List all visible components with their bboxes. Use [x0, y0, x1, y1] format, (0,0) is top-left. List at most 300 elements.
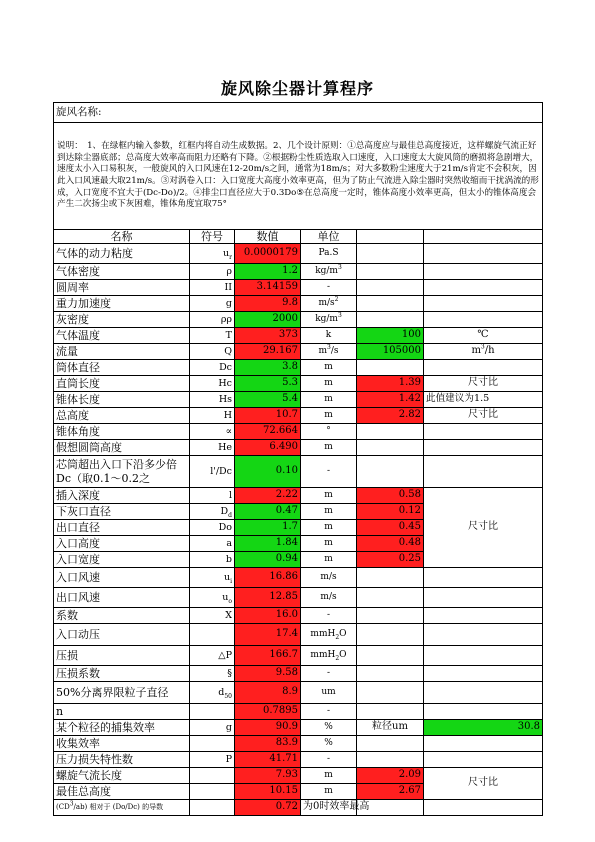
extra-value-text: 0.12	[398, 505, 421, 517]
extra-value-text: 105000	[382, 345, 421, 357]
unit-tail: O	[339, 649, 347, 660]
param-symbol	[190, 488, 235, 504]
param-unit	[301, 392, 357, 408]
param-value-text: 7.93	[275, 769, 298, 781]
param-value-text: 2000	[272, 313, 298, 325]
param-name-text: 入口动压	[56, 627, 100, 641]
param-unit-text: m	[324, 769, 333, 780]
param-value-text: 5.3	[282, 377, 298, 389]
param-name	[54, 552, 190, 568]
param-name-text: 芯筒超出入口下沿多少倍Dc（取0.1～0.2之	[56, 458, 177, 485]
param-value-text: 1.84	[275, 537, 298, 549]
param-unit-text: 为0时效率最高	[303, 801, 370, 813]
table-row	[54, 244, 543, 264]
extra-value-text: 2.67	[398, 785, 421, 797]
header-name: 名称	[54, 230, 190, 244]
param-symbol-text: §	[227, 667, 232, 679]
extra-label-text: ℃	[477, 329, 489, 341]
param-value	[235, 424, 301, 440]
extra-value	[357, 736, 424, 752]
extra-label	[424, 666, 543, 682]
param-name-text: 流量	[56, 344, 78, 358]
extra-label	[424, 280, 543, 296]
extra-label	[424, 568, 543, 588]
param-unit	[301, 264, 357, 280]
param-value	[235, 682, 301, 704]
param-symbol	[190, 392, 235, 408]
param-value-text: 2.22	[275, 489, 298, 501]
param-symbol	[190, 568, 235, 588]
param-symbol-text: △P	[218, 649, 232, 661]
param-symbol	[190, 752, 235, 768]
unit-tail: /ab) 相对于 (Do/Dc) 的导数	[73, 802, 164, 811]
param-name	[54, 682, 190, 704]
param-unit	[301, 682, 357, 704]
param-name-text: 插入深度	[56, 488, 100, 502]
param-unit	[301, 440, 357, 456]
param-symbol-text: D	[220, 505, 229, 517]
param-name-text: (CD	[56, 802, 70, 811]
param-unit	[301, 568, 357, 588]
calculation-sheet	[53, 102, 543, 816]
extra-label	[424, 312, 543, 328]
extra-value	[357, 376, 424, 392]
param-value	[235, 488, 301, 504]
param-value-text: 41.71	[269, 753, 298, 765]
extra-label	[424, 244, 543, 264]
extra-value	[357, 784, 424, 800]
extra-value	[357, 608, 424, 624]
param-name-text: 系数	[56, 608, 78, 622]
page-title: 旋风除尘器计算程序	[220, 79, 374, 98]
exponent: o	[228, 597, 232, 605]
param-symbol	[190, 408, 235, 424]
param-value-text: 90.9	[275, 721, 298, 733]
param-symbol	[190, 666, 235, 682]
extra-value-text: 1.39	[398, 377, 421, 389]
table-row	[54, 666, 543, 682]
param-name	[54, 588, 190, 608]
extra-label	[424, 424, 543, 440]
extra-value	[357, 504, 424, 520]
extra-label-text: 尺寸比	[468, 377, 498, 389]
param-unit	[301, 704, 357, 720]
param-unit-text: m	[324, 441, 333, 452]
param-value-text: 29.167	[263, 345, 298, 357]
extra-label	[424, 264, 543, 280]
param-symbol	[190, 280, 235, 296]
param-value	[235, 666, 301, 682]
param-unit	[301, 768, 357, 784]
param-unit	[301, 296, 357, 312]
extra-label-text: m	[471, 345, 481, 357]
param-name-text: 入口风速	[56, 570, 100, 584]
param-value[interactable]	[235, 520, 301, 536]
param-symbol	[190, 264, 235, 280]
param-unit-text: mmH	[310, 628, 336, 639]
param-value-text: 0.7895	[263, 705, 298, 717]
param-unit	[301, 666, 357, 682]
param-name-text: 锥体长度	[56, 392, 100, 406]
param-name	[54, 520, 190, 536]
extra-value	[357, 244, 424, 264]
param-symbol	[190, 504, 235, 520]
param-name-text: 压损	[56, 648, 78, 662]
param-name	[54, 720, 190, 736]
extra-value	[357, 280, 424, 296]
param-unit-text: m/s	[320, 591, 337, 602]
header-value: 数值	[235, 230, 301, 244]
exponent: 2	[335, 633, 340, 641]
param-unit-text: m	[324, 377, 333, 388]
param-unit-text: -	[326, 705, 331, 716]
extra-value	[357, 552, 424, 568]
extra-value	[357, 392, 424, 408]
param-name	[54, 296, 190, 312]
param-symbol-text: H	[223, 409, 232, 421]
table-row	[54, 588, 543, 608]
extra-value	[357, 424, 424, 440]
param-unit-text: m	[324, 785, 333, 796]
param-symbol-text: Dc	[219, 361, 232, 373]
param-name-text: 筒体直径	[56, 360, 100, 374]
param-symbol-text: II	[224, 281, 232, 293]
extra-value-text: 1.42	[398, 393, 421, 405]
param-name-text: 压损系数	[56, 666, 100, 680]
param-symbol	[190, 376, 235, 392]
ratio-label-group-b	[424, 768, 543, 800]
param-name-text: 出口直径	[56, 520, 100, 534]
extra-value	[357, 704, 424, 720]
param-unit-text: m	[324, 361, 333, 372]
param-unit-text: m	[324, 393, 333, 404]
extra-value	[357, 682, 424, 704]
param-value	[235, 408, 301, 424]
param-unit-text: m	[324, 537, 333, 548]
param-name-text: 压力损失特性数	[56, 752, 133, 766]
param-unit	[301, 588, 357, 608]
table-row	[54, 408, 543, 424]
param-name	[54, 408, 190, 424]
param-unit	[301, 720, 357, 736]
extra-label	[424, 392, 543, 408]
param-name	[54, 784, 190, 800]
param-unit-text: °	[326, 425, 331, 436]
param-value	[235, 704, 301, 720]
param-value-text: 9.58	[275, 667, 298, 679]
param-name	[54, 800, 190, 816]
param-value	[235, 646, 301, 666]
param-unit-text: -	[326, 753, 331, 764]
table-row	[54, 720, 543, 736]
param-symbol	[190, 440, 235, 456]
unit-tail: /s	[330, 345, 339, 356]
param-unit	[301, 456, 357, 488]
table-row	[54, 568, 543, 588]
param-value-text: 166.7	[269, 649, 298, 661]
param-name	[54, 666, 190, 682]
table-row	[54, 280, 543, 296]
param-unit-text: um	[321, 686, 336, 697]
param-value[interactable]	[235, 312, 301, 328]
exponent: 3	[337, 311, 342, 319]
param-value[interactable]	[235, 392, 301, 408]
param-value-text: 12.85	[269, 591, 298, 603]
exponent: 3	[480, 343, 485, 351]
table-row	[54, 376, 543, 392]
param-symbol	[190, 520, 235, 536]
param-value[interactable]	[235, 552, 301, 568]
header-extra-1	[357, 230, 424, 244]
table-row	[54, 682, 543, 704]
extra-value	[357, 264, 424, 280]
param-unit-text: %	[324, 737, 333, 748]
param-name	[54, 736, 190, 752]
table-row	[54, 646, 543, 666]
param-name	[54, 488, 190, 504]
param-symbol-text: u	[223, 247, 230, 259]
param-name-text: 某个粒径的捕集效率	[56, 720, 155, 734]
param-name	[54, 646, 190, 666]
param-name-text: 气体温度	[56, 328, 100, 342]
param-name	[54, 360, 190, 376]
param-symbol-text: Hc	[218, 377, 232, 389]
table-row	[54, 296, 543, 312]
param-value-text: 6.490	[269, 441, 298, 453]
extra-value[interactable]	[357, 328, 424, 344]
extra-label	[424, 360, 543, 376]
table-row	[54, 440, 543, 456]
exponent: 3	[337, 263, 342, 271]
param-name	[54, 456, 190, 488]
param-unit-text: -	[326, 609, 331, 620]
table-row	[54, 736, 543, 752]
ratio-label-group-b-text: 尺寸比	[468, 777, 498, 789]
param-unit	[301, 736, 357, 752]
extra-label	[424, 752, 543, 768]
param-symbol	[190, 456, 235, 488]
ratio-label-group-a-text: 尺寸比	[468, 521, 498, 533]
extra-value	[357, 312, 424, 328]
param-value-text: 9.8	[282, 297, 298, 309]
param-name	[54, 608, 190, 624]
param-value[interactable]	[235, 456, 301, 488]
extra-label	[424, 296, 543, 312]
table-row	[54, 312, 543, 328]
param-name-text: 重力加速度	[56, 296, 111, 310]
param-symbol-text: g	[225, 297, 232, 309]
header-symbol: 符号	[190, 230, 235, 244]
cyclone-name-field[interactable]	[54, 103, 543, 123]
param-symbol-text: X	[225, 609, 232, 621]
param-unit-text: kg/m	[315, 313, 338, 324]
param-name-text: 下灰口直径	[56, 504, 111, 518]
param-name	[54, 504, 190, 520]
extra-value	[357, 360, 424, 376]
param-name-text: 直筒长度	[56, 376, 100, 390]
param-unit	[301, 624, 357, 646]
param-name-text: 锥体角度	[56, 424, 100, 438]
param-symbol	[190, 608, 235, 624]
param-name	[54, 424, 190, 440]
extra-value-text: 2.82	[398, 409, 421, 421]
param-value[interactable]	[235, 360, 301, 376]
param-symbol	[190, 424, 235, 440]
param-unit	[301, 360, 357, 376]
param-value-text: 17.4	[275, 628, 298, 640]
table-row	[54, 608, 543, 624]
param-value-text: 10.7	[275, 409, 298, 421]
param-unit	[301, 280, 357, 296]
extra-label	[424, 704, 543, 720]
exponent: 2	[335, 654, 340, 662]
param-value-text: 1.7	[282, 521, 298, 533]
param-value[interactable]	[235, 504, 301, 520]
param-symbol	[190, 536, 235, 552]
param-name-text: 假想圆筒高度	[56, 440, 122, 454]
param-value	[235, 784, 301, 800]
param-value	[235, 608, 301, 624]
param-name-text: 灰密度	[56, 312, 89, 326]
param-symbol	[190, 344, 235, 360]
param-name-text: 总高度	[56, 408, 89, 422]
param-symbol	[190, 312, 235, 328]
param-unit	[301, 376, 357, 392]
extra-label	[424, 408, 543, 424]
param-name	[54, 624, 190, 646]
param-value[interactable]	[235, 376, 301, 392]
extra-label	[424, 588, 543, 608]
param-name	[54, 704, 190, 720]
param-symbol-text: Do	[218, 521, 232, 533]
param-unit	[301, 244, 357, 264]
param-unit	[301, 408, 357, 424]
param-value-text: 72.664	[263, 425, 298, 437]
header-unit: 单位	[301, 230, 357, 244]
param-value	[235, 768, 301, 784]
param-unit	[301, 608, 357, 624]
table-row	[54, 264, 543, 280]
extra-value	[357, 296, 424, 312]
param-symbol	[190, 552, 235, 568]
extra-value	[357, 624, 424, 646]
param-value	[235, 800, 301, 816]
param-name-text: 气体的动力粘度	[56, 246, 133, 260]
extra-value[interactable]	[357, 344, 424, 360]
param-unit-text: m	[324, 553, 333, 564]
extra-value-text: 粒径um	[372, 721, 408, 733]
exponent: 3	[327, 343, 331, 351]
param-name	[54, 392, 190, 408]
param-unit	[301, 536, 357, 552]
extra-value	[357, 440, 424, 456]
param-name	[54, 568, 190, 588]
param-value	[235, 244, 301, 264]
param-unit	[301, 752, 357, 768]
param-symbol	[190, 704, 235, 720]
param-symbol-text: P	[225, 753, 232, 765]
header-row	[54, 230, 543, 244]
ratio-label-group-a	[424, 488, 543, 568]
table-row	[54, 624, 543, 646]
extra-label	[424, 440, 543, 456]
param-unit	[301, 424, 357, 440]
param-value-text: 5.4	[282, 393, 298, 405]
param-symbol-text: ρρ	[220, 313, 232, 325]
param-symbol	[190, 624, 235, 646]
param-value	[235, 720, 301, 736]
param-name	[54, 264, 190, 280]
extra-label	[424, 456, 543, 488]
param-symbol	[190, 244, 235, 264]
table-row	[54, 344, 543, 360]
param-value	[235, 752, 301, 768]
extra-value	[357, 588, 424, 608]
param-unit	[301, 784, 357, 800]
param-value-text: 83.9	[275, 737, 298, 749]
table-row	[54, 768, 543, 784]
param-unit-text: k	[325, 329, 332, 340]
extra-value	[357, 752, 424, 768]
exponent: 50	[224, 692, 232, 700]
param-unit-text: -	[326, 667, 331, 678]
header-extra-2	[424, 230, 543, 244]
exponent: 3	[69, 800, 74, 808]
param-unit-text: kg/m	[315, 265, 338, 276]
cyclone-name-label: 旋风名称:	[56, 105, 102, 118]
unit-tail: O	[339, 628, 347, 639]
param-value[interactable]	[235, 264, 301, 280]
param-name-text: n	[56, 704, 64, 718]
table-row	[54, 392, 543, 408]
param-value-text: 8.9	[282, 686, 298, 698]
param-unit-text: m	[324, 409, 333, 420]
param-unit	[301, 646, 357, 666]
param-name-text: 气体密度	[56, 264, 100, 278]
param-name	[54, 280, 190, 296]
param-name-text: 收集效率	[56, 736, 100, 750]
param-unit-text: m	[324, 505, 333, 516]
param-value	[235, 280, 301, 296]
extra-label	[424, 328, 543, 344]
param-unit-text: -	[326, 465, 331, 476]
param-value	[235, 624, 301, 646]
extra-value	[357, 488, 424, 504]
extra-value	[357, 568, 424, 588]
table-row	[54, 704, 543, 720]
table-row	[54, 424, 543, 440]
param-unit-text: mmH	[310, 649, 336, 660]
param-unit-text: m/s	[320, 571, 337, 582]
extra-label-text: 尺寸比	[468, 409, 498, 421]
param-unit-text: m/s	[318, 297, 335, 308]
param-value	[235, 328, 301, 344]
extra-label	[424, 624, 543, 646]
param-name	[54, 328, 190, 344]
param-symbol-text: b	[225, 553, 232, 565]
unit-tail: /h	[484, 345, 495, 357]
param-value-text: 3.14159	[256, 281, 298, 293]
extra-label[interactable]	[424, 720, 543, 736]
param-value[interactable]	[235, 536, 301, 552]
extra-value-text: 0.45	[398, 521, 421, 533]
param-symbol	[190, 800, 235, 816]
extra-label	[424, 608, 543, 624]
table-row	[54, 752, 543, 768]
param-symbol-text: l'/Dc	[210, 465, 232, 477]
param-symbol-text: He	[218, 441, 232, 453]
extra-value	[357, 520, 424, 536]
